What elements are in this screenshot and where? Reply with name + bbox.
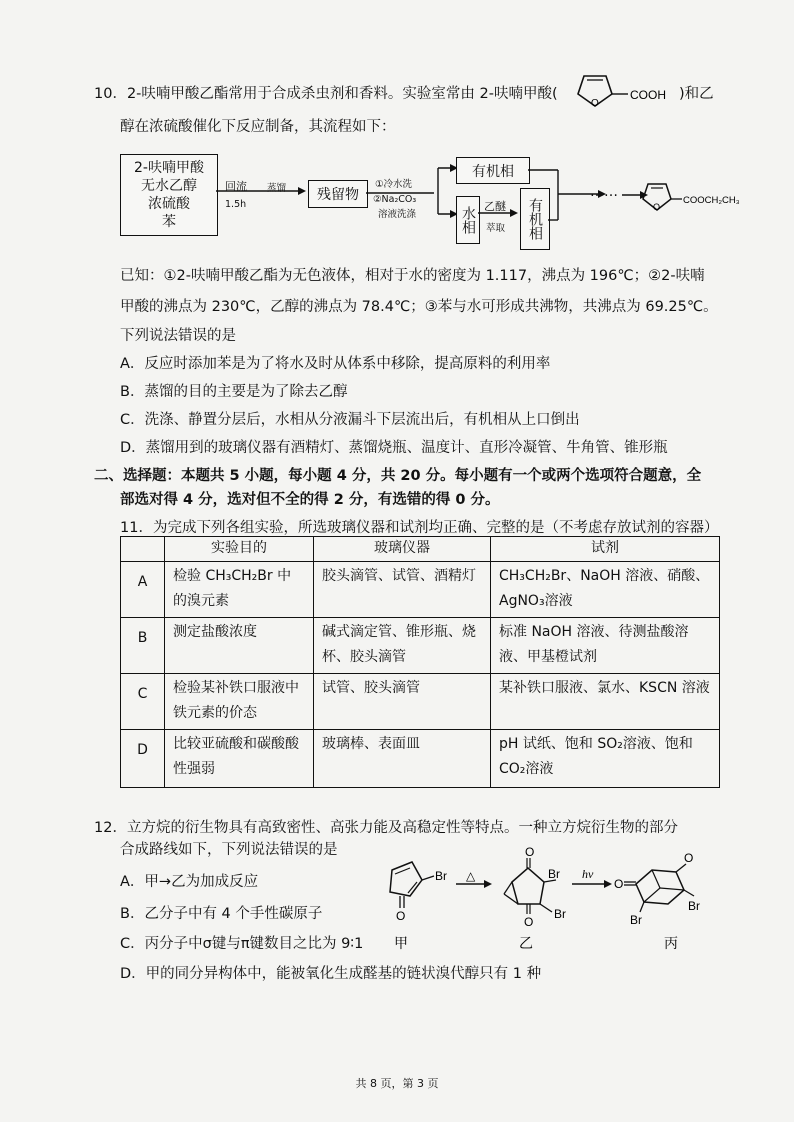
row-option: D xyxy=(121,730,165,788)
table-row xyxy=(121,618,720,674)
flow-organic-bottom: 有机相 xyxy=(520,188,550,250)
row-reagent: 标准 NaOH 溶液、待测盐酸溶液、甲基橙试剂 xyxy=(491,618,720,674)
q10-known-2: 甲酸的沸点为 230℃，乙醇的沸点为 78.4℃；③苯与水可形成共沸物，共沸点为 69.25℃。 xyxy=(120,299,718,315)
row-reagent: pH 试纸、饱和 SO₂溶液、饱和 CO₂溶液 xyxy=(491,730,720,788)
q10-line1b: )和乙 xyxy=(679,86,714,102)
reaction-scheme xyxy=(372,842,712,962)
q10-option-a: A．反应时添加苯是为了将水及时从体系中移除，提高原料的利用率 xyxy=(120,356,551,372)
yi-o-top: O xyxy=(525,845,535,859)
bing-o-left: O xyxy=(614,877,624,891)
label-yi: 乙 xyxy=(519,936,533,952)
furoic-acid-structure xyxy=(570,66,680,110)
svg-text:O: O xyxy=(653,202,661,212)
table-row xyxy=(121,674,720,730)
q12-line2: 合成路线如下，下列说法错误的是 xyxy=(120,842,338,858)
flow-water-phase: 水相 xyxy=(456,196,480,244)
flow-dots: …… xyxy=(590,184,618,200)
yi-br-1: Br xyxy=(548,867,560,881)
row-option: C xyxy=(121,674,165,730)
row-option: A xyxy=(121,562,165,618)
yi-br-2: Br xyxy=(554,907,566,921)
q12-line1: 12．立方烷的衍生物具有高致密性、高张力能及高稳定性等特点。一种立方烷衍生物的部分 xyxy=(94,820,678,836)
flow-reflux: 回流 xyxy=(225,180,247,193)
compound-yi xyxy=(504,845,566,952)
jia-o: O xyxy=(396,909,406,923)
flow-residue-box: 残留物 xyxy=(308,180,368,208)
compound-jia xyxy=(390,862,447,952)
flow-wash3: 溶液洗涤 xyxy=(378,209,417,220)
section2-line2: 部选对得 4 分，选对但不全的得 2 分，有选错的得 0 分。 xyxy=(120,492,500,508)
header-reagent: 试剂 xyxy=(491,537,720,562)
header-blank xyxy=(121,537,165,562)
flow-wash1: ①冷水洗 xyxy=(375,179,413,190)
q11-stem: 11．为完成下列各组实验，所选玻璃仪器和试剂均正确、完整的是（不考虑存放试剂的容器） xyxy=(120,520,719,536)
row-purpose: 检验 CH₃CH₂Br 中的溴元素 xyxy=(165,562,314,618)
row-glassware: 碱式滴定管、锥形瓶、烧杯、胶头滴管 xyxy=(314,618,491,674)
arrow-hv: hν xyxy=(582,867,594,881)
jia-br: Br xyxy=(435,869,447,883)
q10-line1a: 10．2-呋喃甲酸乙酯常用于合成杀虫剂和香料。实验室常由 2-呋喃甲酸( xyxy=(94,86,558,102)
row-purpose: 比较亚硫酸和碳酸酸性强弱 xyxy=(165,730,314,788)
q10-option-b: B．蒸馏的目的主要是为了除去乙醇 xyxy=(120,384,348,400)
flow-wash2: ②Na₂CO₃ xyxy=(373,194,417,205)
svg-text:O: O xyxy=(591,98,599,109)
row-purpose: 测定盐酸浓度 xyxy=(165,618,314,674)
flow-distill: 蒸馏 xyxy=(267,183,287,194)
q12-option-b: B．乙分子中有 4 个手性碳原子 xyxy=(120,906,323,922)
table-row xyxy=(121,562,720,618)
bing-o-right: O xyxy=(684,851,694,865)
row-glassware: 胶头滴管、试管、酒精灯 xyxy=(314,562,491,618)
q12-option-c: C．丙分子中σ键与π键数目之比为 9∶1 xyxy=(120,936,364,952)
q10-known-1: 已知：①2-呋喃甲酸乙酯为无色液体，相对于水的密度为 1.117，沸点为 196℃；②2-呋喃 xyxy=(120,268,705,284)
bing-br-1: Br xyxy=(688,899,700,913)
q10-option-d: D．蒸馏用到的玻璃仪器有酒精灯、蒸馏烧瓶、温度计、直形冷凝管、牛角管、锥形瓶 xyxy=(120,440,668,456)
page-footer: 共 8 页，第 3 页 xyxy=(355,1077,439,1090)
row-reagent: 某补铁口服液、氯水、KSCN 溶液 xyxy=(491,674,720,730)
table-header-row xyxy=(121,537,720,562)
flow-arrow-1 xyxy=(216,186,308,196)
arrow-delta: △ xyxy=(466,869,476,883)
label-bing: 丙 xyxy=(664,936,678,952)
label-jia: 甲 xyxy=(394,936,408,952)
q12-option-a: A．甲→乙为加成反应 xyxy=(120,874,259,890)
row-glassware: 玻璃棒、表面皿 xyxy=(314,730,491,788)
row-purpose: 检验某补铁口服液中铁元素的价态 xyxy=(165,674,314,730)
row-option: B xyxy=(121,618,165,674)
q11-table xyxy=(120,536,720,788)
yi-o-bottom: O xyxy=(524,915,534,929)
acid-cooh-label: COOH xyxy=(630,88,666,102)
section2-line1: 二、选择题：本题共 5 小题，每小题 4 分，共 20 分。每小题有一个或两个选项符合题意，全 xyxy=(94,468,702,484)
table-row xyxy=(121,730,720,788)
header-glassware: 玻璃仪器 xyxy=(314,537,491,562)
flow-ether: 乙醚 xyxy=(484,200,506,213)
flow-start-line4: 苯 xyxy=(162,214,176,230)
flow-start-line2: 无水乙醇 xyxy=(141,178,197,194)
row-reagent: CH₃CH₂Br、NaOH 溶液、硝酸、AgNO₃溶液 xyxy=(491,562,720,618)
product-ester-label: COOCH₂CH₃ xyxy=(683,195,740,206)
flow-start-line3: 浓硫酸 xyxy=(148,196,190,212)
bing-br-2: Br xyxy=(630,913,642,927)
header-purpose: 实验目的 xyxy=(165,537,314,562)
q10-option-c: C．洗涤、静置分层后，水相从分液漏斗下层流出后，有机相从上口倒出 xyxy=(120,412,580,428)
row-glassware: 试管、胶头滴管 xyxy=(314,674,491,730)
flow-arrow-3 xyxy=(478,208,520,218)
ethyl-furoate-structure xyxy=(632,178,752,218)
q12-option-d: D．甲的同分异构体中，能被氧化生成醛基的链状溴代醇只有 1 种 xyxy=(120,966,542,982)
flow-organic-top: 有机相 xyxy=(456,157,530,184)
flow-start-line1: 2-呋喃甲酸 xyxy=(134,160,204,176)
q10-stem: 下列说法错误的是 xyxy=(120,328,236,344)
flow-time: 1.5h xyxy=(225,199,247,210)
compound-bing xyxy=(614,851,700,952)
q10-line2: 醇在浓硫酸催化下反应制备，其流程如下： xyxy=(120,119,396,135)
flow-extract: 萃取 xyxy=(486,223,506,234)
flow-start-box xyxy=(120,154,218,236)
